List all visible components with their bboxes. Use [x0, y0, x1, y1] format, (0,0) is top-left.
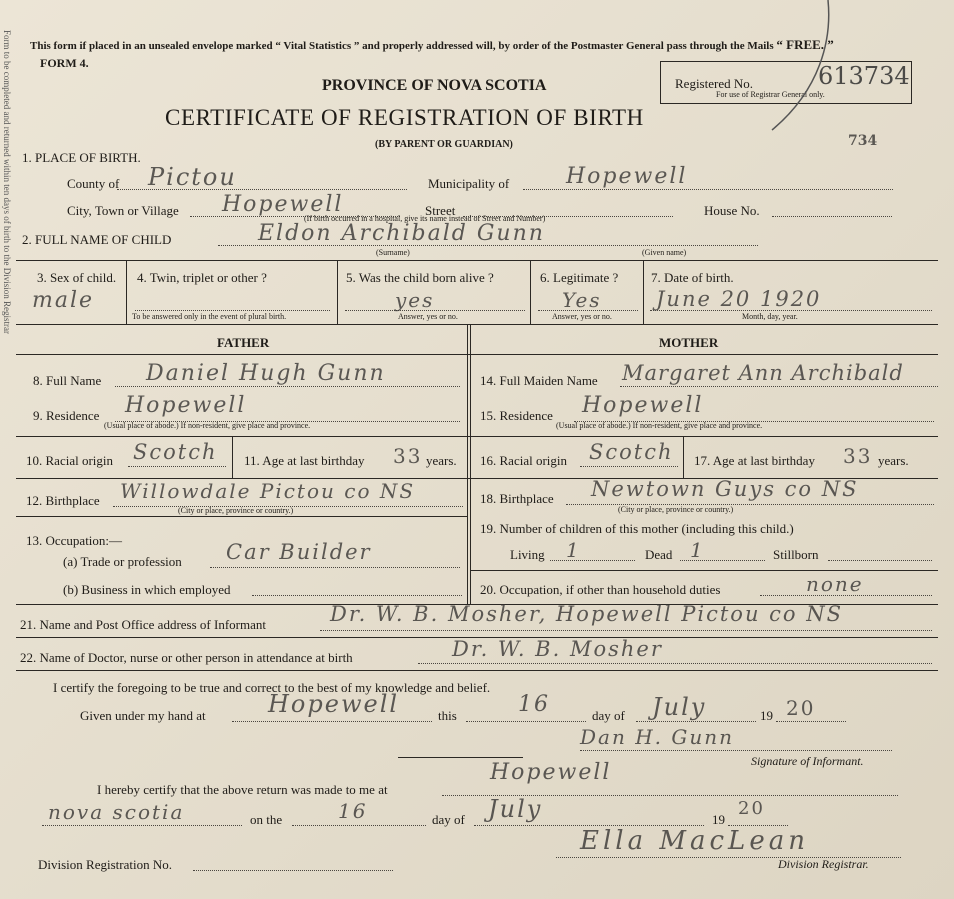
father-trade-label: (a) Trade or profession [63, 554, 182, 569]
house-no-label: House No. [704, 203, 760, 218]
mother-name-label: 14. Full Maiden Name [480, 373, 598, 388]
father-business-label: (b) Business in which employed [63, 582, 231, 597]
registration-corner-mark: 734 [848, 133, 878, 149]
mother-racial-label: 16. Racial origin [480, 453, 568, 468]
registrar-day-of-label: day of [432, 812, 465, 827]
mother-occupation-value: none [806, 572, 864, 596]
this-label: this [438, 708, 457, 723]
alive-value: yes [395, 288, 435, 312]
certify-text: I certify the foregoing to be true and correct to the best of my knowledge and belief. [53, 680, 491, 695]
father-age-value: 33 [393, 444, 423, 468]
legitimate-label: 6. Legitimate ? [540, 270, 619, 285]
informant-signature: Dan H. Gunn [580, 725, 734, 749]
mother-birthplace-note: (City or place, province or country.) [618, 505, 734, 514]
mother-birthplace-value: Newtown Guys co NS [591, 477, 859, 501]
father-name-value: Daniel Hugh Gunn [146, 361, 386, 386]
given-day-value: 16 [518, 692, 550, 717]
living-value: 1 [566, 538, 581, 562]
municipality-label: Municipality of [428, 176, 510, 191]
mother-age-value: 33 [843, 444, 873, 468]
division-registrar-caption: Division Registrar. [778, 857, 869, 871]
father-residence-label: 9. Residence [33, 408, 100, 423]
dob-value: June 20 1920 [656, 287, 822, 311]
registrar-signature: Ella MacLean [580, 826, 809, 856]
province-heading: PROVINCE OF NOVA SCOTIA [322, 77, 547, 94]
county-label: County of [67, 176, 120, 191]
legitimate-value: Yes [562, 288, 602, 312]
informant-signature-caption: Signature of Informant. [751, 754, 864, 768]
father-name-label: 8. Full Name [33, 373, 102, 388]
child-name-value: Eldon Archibald Gunn [258, 221, 545, 246]
registrar-general-note: For use of Registrar General only. [716, 90, 825, 99]
given-under-label: Given under my hand at [80, 708, 206, 723]
father-years-label: years. [426, 453, 457, 468]
legitimate-note: Answer, yes or no. [552, 312, 612, 321]
registrar-month-value: July [488, 795, 543, 823]
margin-text: Form to be completed and returned within ten days of birth to the Division Registrar [2, 30, 12, 334]
registrar-day-value: 16 [338, 799, 368, 823]
dead-label: Dead [645, 547, 673, 562]
father-trade-value: Car Builder [226, 540, 372, 564]
given-name-note: (Given name) [642, 248, 687, 257]
twin-note: To be answered only in the event of plural birth. [132, 312, 287, 321]
street-label: Street [425, 203, 456, 218]
sex-value: male [32, 288, 95, 313]
registrar-on-the-label: on the [250, 812, 283, 827]
mailing-note-free: “ FREE. ” [776, 37, 834, 52]
registrar-place-value: Hopewell [490, 760, 612, 785]
municipality-value: Hopewell [566, 164, 688, 189]
place-of-birth-heading: 1. PLACE OF BIRTH. [22, 150, 141, 165]
page-subtitle: (BY PARENT OR GUARDIAN) [375, 139, 513, 150]
mother-residence-note: (Usual place of abode.) If non-resident, give place and province. [556, 421, 763, 430]
mother-residence-label: 15. Residence [480, 408, 553, 423]
registration-number: 613734 [818, 62, 910, 90]
page-title: CERTIFICATE OF REGISTRATION OF BIRTH [165, 105, 644, 130]
given-year-prefix: 19 [760, 708, 773, 723]
dob-label: 7. Date of birth. [651, 270, 734, 285]
registration-slash-stroke [760, 0, 840, 140]
father-racial-value: Scotch [133, 440, 218, 464]
mother-age-label: 17. Age at last birthday [694, 453, 815, 468]
city-value: Hopewell [222, 192, 344, 217]
mailing-note-text: This form if placed in an unsealed envelope marked “ Vital Statistics ” and properly addressed will, by order of the Postmaster General pass through the Mails [30, 40, 774, 52]
surname-note: (Surname) [376, 248, 410, 257]
mother-years-label: years. [878, 453, 909, 468]
father-residence-value: Hopewell [125, 393, 247, 418]
doctor-label: 22. Name of Doctor, nurse or other person in attendance at birth [20, 650, 353, 665]
dead-value: 1 [690, 538, 705, 562]
living-label: Living [510, 547, 545, 562]
father-age-label: 11. Age at last birthday [244, 453, 365, 468]
given-place-value: Hopewell [268, 690, 400, 718]
informant-label: 21. Name and Post Office address of Informant [20, 617, 266, 632]
father-occupation-label: 13. Occupation:— [26, 533, 123, 548]
informant-value: Dr. W. B. Mosher, Hopewell Pictou co NS [330, 602, 843, 626]
mother-children-label: 19. Number of children of this mother (including this child.) [480, 521, 794, 536]
sex-label: 3. Sex of child. [37, 270, 117, 285]
registrar-year-suffix: 20 [738, 798, 765, 819]
division-registration-label: Division Registration No. [38, 857, 172, 872]
mother-occupation-label: 20. Occupation, if other than household duties [480, 582, 721, 597]
father-birthplace-note: (City or place, province or country.) [178, 506, 294, 515]
father-racial-label: 10. Racial origin [26, 453, 114, 468]
alive-label: 5. Was the child born alive ? [346, 270, 494, 285]
mother-heading: MOTHER [659, 335, 719, 350]
doctor-value: Dr. W. B. Mosher [452, 637, 663, 661]
alive-note: Answer, yes or no. [398, 312, 458, 321]
mother-racial-value: Scotch [589, 440, 674, 464]
county-value: Pictou [148, 163, 237, 191]
twin-label: 4. Twin, triplet or other ? [137, 270, 267, 285]
child-name-label: 2. FULL NAME OF CHILD [22, 232, 172, 247]
registrar-certify-text: I hereby certify that the above return was made to me at [97, 782, 388, 797]
father-heading: FATHER [217, 335, 270, 350]
registrar-year-prefix: 19 [712, 812, 725, 827]
mother-residence-value: Hopewell [582, 393, 704, 418]
given-year-suffix: 20 [786, 696, 816, 720]
registrar-province-value: nova scotia [48, 800, 185, 824]
father-residence-note: (Usual place of abode.) If non-resident, give place and province. [104, 421, 311, 430]
stillborn-label: Stillborn [773, 547, 819, 562]
given-month-value: July [652, 693, 707, 721]
hospital-note: (If birth occurred in a hospital, give its name instead of Street and Number) [304, 214, 546, 223]
mother-birthplace-label: 18. Birthplace [480, 491, 554, 506]
dob-note: Month, day, year. [742, 312, 798, 321]
form-number: FORM 4. [40, 56, 89, 70]
father-birthplace-label: 12. Birthplace [26, 493, 100, 508]
registered-no-label: Registered No. [675, 76, 753, 91]
mother-name-value: Margaret Ann Archibald [622, 361, 904, 385]
father-birthplace-value: Willowdale Pictou co NS [120, 479, 416, 503]
city-label: City, Town or Village [67, 203, 179, 218]
mailing-note [30, 37, 834, 53]
given-day-of-label: day of [592, 708, 625, 723]
